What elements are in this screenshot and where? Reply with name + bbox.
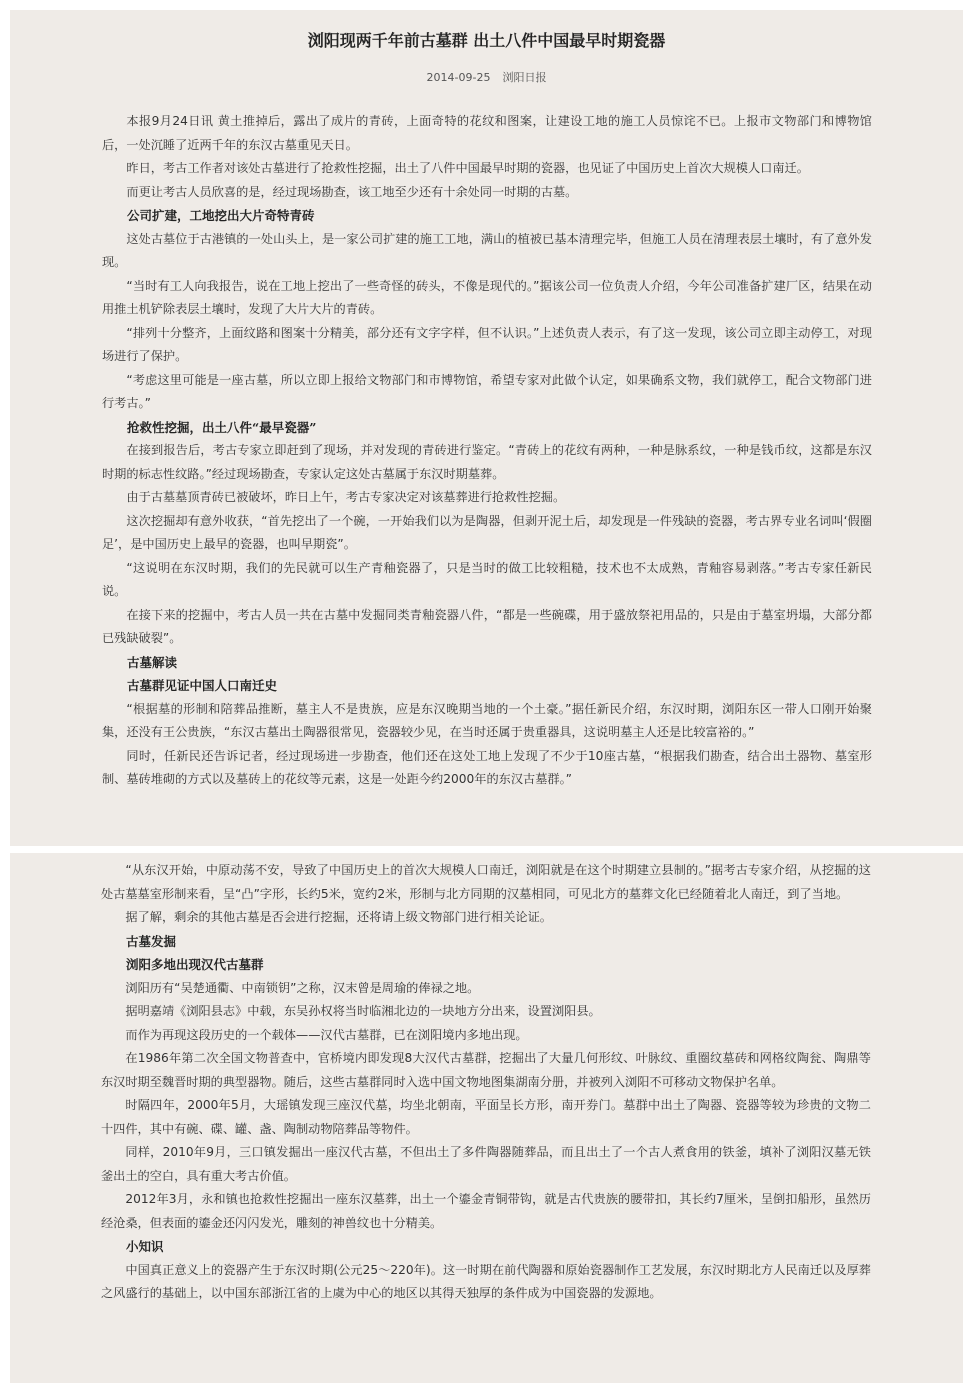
paragraph: 昨日，考古工作者对该处古墓进行了抢救性挖掘，出土了八件中国最早时期的瓷器，也见证了中国历史上首次大规模人口南迁。 bbox=[126, 161, 809, 175]
source-name: 浏阳日报 bbox=[502, 71, 547, 84]
paragraph: “从东汉开始，中原动荡不安，导致了中国历史上的首次大规模人口南迁，浏阳就是在这个时期建立县制的。”据考古专家介绍，从挖掘的这处古墓墓室形制来看，呈“凸”字形，长约5米，宽约2米，形制与北方同期的汉墓相同，可见北方的墓葬文化已经随着北人南迁，到了当地。 bbox=[101, 863, 871, 901]
paragraph: 在接下来的挖掘中，考古人员一共在古墓中发掘同类青釉瓷器八件，“都是一些碗碟，用于盛放祭祀用品的，只是由于墓室坍塌，大部分都已残缺破裂”。 bbox=[102, 607, 872, 645]
paragraph: 据了解，剩余的其他古墓是否会进行挖掘，还将请上级文物部门进行相关论证。 bbox=[125, 910, 552, 924]
section-heading: 抢救性挖掘，出土八件“最早瓷器” bbox=[127, 419, 317, 435]
paragraph: 中国真正意义上的瓷器产生于东汉时期(公元25～220年)。这一时期在前代陶器和原始瓷器制作工艺发展，东汉时期北方人民南迁以及厚葬之风盛行的基础上，以中国东部浙江省的上虞为中心的地区以其得天独厚的条件成为中国瓷器的发源地。 bbox=[101, 1262, 871, 1300]
paragraph: 2012年3月，永和镇也抢救性挖掘出一座东汉墓葬，出土一个鎏金青铜带钩，就是古代贵族的腰带扣，其长约7厘米，呈倒扣船形，虽然历经沧桑，但表面的鎏金还闪闪发光，雕刻的神兽纹也十分精美。 bbox=[101, 1192, 871, 1230]
paragraph: “考虑这里可能是一座古墓，所以立即上报给文物部门和市博物馆，希望专家对此做个认定，如果确系文物，我们就停工，配合文物部门进行考古。” bbox=[102, 372, 872, 410]
article-body-continued bbox=[101, 859, 871, 1306]
paragraph: 在接到报告后，考古专家立即赶到了现场，并对发现的青砖进行鉴定。“青砖上的花纹有两种，一种是脉系纹，一种是钱币纹，这都是东汉时期的标志性纹路。”经过现场勘查，专家认定这处古墓属于东汉时期墓葬。 bbox=[102, 443, 872, 481]
paragraph: 据明嘉靖《浏阳县志》中载，东吴孙权将当时临湘北边的一块地方分出来，设置浏阳县。 bbox=[125, 1004, 601, 1018]
publish-date: 2014-09-25 bbox=[426, 71, 491, 84]
section-heading: 浏阳多地出现汉代古墓群 bbox=[126, 957, 264, 972]
section-heading: 小知识 bbox=[126, 1239, 164, 1254]
paragraph: 而作为再现这段历史的一个载体——汉代古墓群，已在浏阳境内多地出现。 bbox=[125, 1027, 528, 1042]
paragraph: “排列十分整齐，上面纹路和图案十分精美，部分还有文字字样，但不认识。”上述负责人表示，有了这一发现，该公司立即主动停工，对现场进行了保护。 bbox=[102, 325, 872, 363]
paragraph: “根据墓的形制和陪葬品推断，墓主人不是贵族，应是东汉晚期当地的一个土豪。”据任新民介绍，东汉时期，浏阳东区一带人口刚开始聚集，还没有王公贵族，“东汉古墓出土陶器很常见，瓷器较少见，在当时还属于贵重器具，这说明墓主人还是比较富裕的。” bbox=[102, 701, 872, 739]
paragraph: 这处古墓位于古港镇的一处山头上，是一家公司扩建的施工工地，满山的植被已基本清理完毕，但施工人员在清理表层土壤时，有了意外发现。 bbox=[102, 231, 872, 269]
paragraph: 而更让考古人员欣喜的是，经过现场勘查，该工地至少还有十余处同一时期的古墓。 bbox=[126, 184, 578, 199]
paragraph: 在1986年第二次全国文物普查中，官桥境内即发现8大汉代古墓群，挖掘出了大量几何形纹、叶脉纹、重圈纹墓砖和网格纹陶瓮、陶鼎等东汉时期至魏晋时期的典型器物。随后，这些古墓群同时入选中国文物地图集湖南分册，并被列入浏阳不可移动文物保护名单。 bbox=[101, 1051, 871, 1089]
section-heading: 古墓群见证中国人口南迁史 bbox=[127, 678, 278, 693]
paragraph: 由于古墓墓顶青砖已被破坏，昨日上午，考古专家决定对该墓葬进行抢救性挖掘。 bbox=[126, 490, 566, 504]
paragraph: 同时，任新民还告诉记者，经过现场进一步勘查，他们还在这处工地上发现了不少于10座古墓，“根据我们勘查，结合出土器物、墓室形制、墓砖堆砌的方式以及墓砖上的花纹等元素，这是一处距今约2000年的东汉古墓群。” bbox=[102, 748, 872, 786]
article-body bbox=[102, 110, 872, 792]
paragraph: “这说明在东汉时期，我们的先民就可以生产青釉瓷器了，只是当时的做工比较粗糙，技术也不太成熟，青釉容易剥落。”考古专家任新民说。 bbox=[102, 560, 872, 598]
article-panel-top bbox=[10, 10, 963, 846]
paragraph: 这次挖掘却有意外收获，“首先挖出了一个碗，一开始我们以为是陶器，但剥开泥土后，却发现是一件残缺的瓷器，考古界专业名词叫‘假圈足’，是中国历史上最早的瓷器，也叫早期瓷”。 bbox=[102, 513, 872, 551]
section-heading: 公司扩建，工地挖出大片奇特青砖 bbox=[127, 208, 315, 223]
section-heading: 古墓发掘 bbox=[126, 933, 177, 949]
paragraph: 浏阳历有“吴楚通衢、中南锁钥”之称，汉末曾是周瑜的俸禄之地。 bbox=[125, 980, 480, 995]
article-title: 浏阳现两千年前古墓群 出土八件中国最早时期瓷器 bbox=[307, 31, 666, 50]
paragraph: “当时有工人向我报告，说在工地上挖出了一些奇怪的砖头，不像是现代的。”据该公司一位负责人介绍，今年公司准备扩建厂区，结果在动用推土机铲除表层土壤时，发现了大片大片的青砖。 bbox=[102, 278, 872, 316]
section-heading: 古墓解读 bbox=[127, 654, 178, 670]
paragraph: 本报9月24日讯 黄土推掉后，露出了成片的青砖，上面奇特的花纹和图案，让建设工地的施工人员惊诧不已。上报市文物部门和博物馆后，一处沉睡了近两千年的东汉古墓重见天日。 bbox=[102, 114, 872, 152]
paragraph: 时隔四年，2000年5月，大瑶镇发现三座汉代墓，均坐北朝南，平面呈长方形，南开券门。墓群中出土了陶器、瓷器等较为珍贵的文物二十四件，其中有碗、碟、罐、盏、陶制动物陪葬品等物件。 bbox=[101, 1098, 871, 1136]
article-panel-bottom bbox=[10, 853, 963, 1383]
paragraph: 同样，2010年9月，三口镇发掘出一座汉代古墓，不但出土了多件陶器随葬品，而且出土了一个古人煮食用的铁釜，填补了浏阳汉墓无铁釜出土的空白，具有重大考古价值。 bbox=[101, 1145, 871, 1183]
article-meta bbox=[10, 69, 963, 85]
